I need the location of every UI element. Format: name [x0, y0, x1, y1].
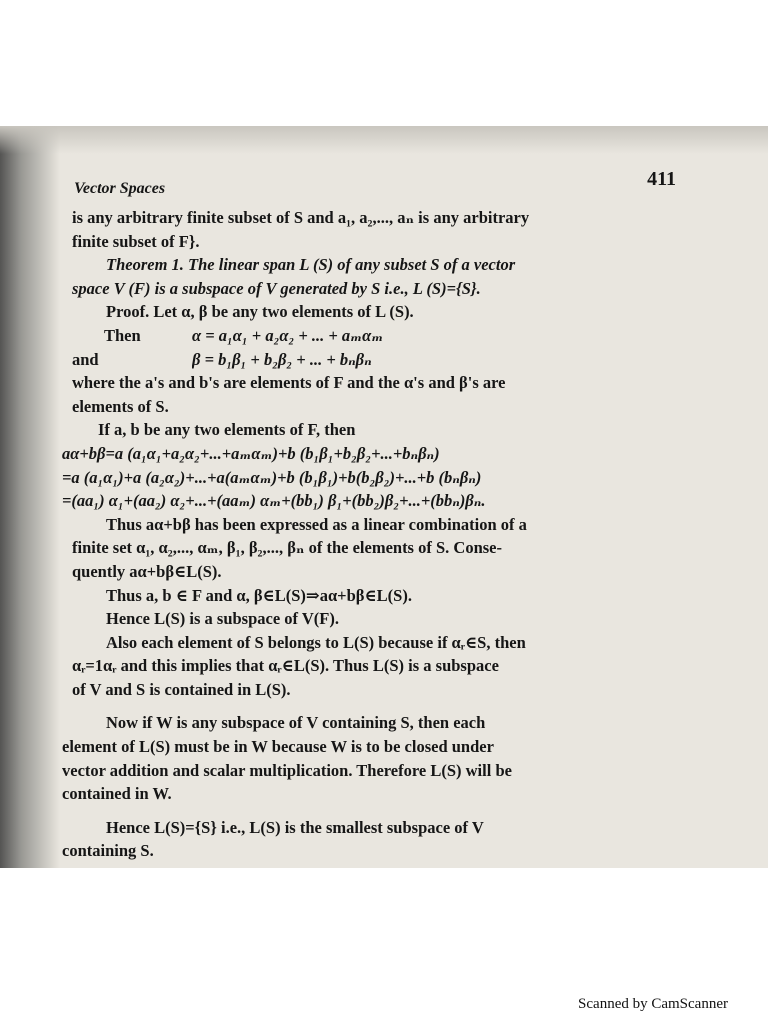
equation-row [62, 324, 710, 348]
equation: =(aa₁) α₁+(aa₂) α₂+...+(aaₘ) αₘ+(bb₁) β₁+(bb₂)β₂+...+(bbₙ)βₙ. [62, 491, 486, 511]
text-line: Hence L(S) is a subspace of V(F). [106, 609, 339, 629]
equation-label: and [72, 349, 99, 369]
equation: β = b₁β₁ + b₂β₂ + ... + bₙβₙ [192, 349, 372, 369]
text-line: Thus aα+bβ has been expressed as a linear combination of a [106, 514, 527, 534]
equation-label: Then [104, 325, 141, 345]
text-line: quently aα+bβ∈L(S). [72, 561, 222, 581]
equation: α = a₁α₁ + a₂α₂ + ... + aₘαₘ [192, 325, 384, 345]
text-line: contained in W. [62, 784, 172, 804]
running-header-title: Vector Spaces [74, 180, 166, 197]
equation-row [62, 348, 710, 372]
text-line: Hence L(S)={S} i.e., L(S) is the smallest subspace of V [106, 817, 484, 837]
text-line: is any arbitrary finite subset of S and a₁, a₂,..., aₙ is any arbitrary [72, 208, 530, 227]
proof-heading: Proof. Let α, β be any two elements of L (S). [106, 302, 414, 322]
page-number: 411 [647, 168, 676, 190]
text-line: elements of S. [72, 396, 169, 416]
text-line: finite subset of F}. [72, 231, 200, 251]
text-line: Also each element of S belongs to L(S) because if αᵣ∈S, then [106, 632, 526, 652]
scan-noise-band [0, 126, 768, 154]
page-text [62, 168, 710, 863]
scanner-credit: Scanned by CamScanner [578, 996, 728, 1012]
page-edge-shadow [0, 126, 60, 868]
running-header [74, 168, 710, 206]
text-line: finite set α₁, α₂,..., αₘ, β₁, β₂,..., βₙ of the elements of S. Conse- [72, 538, 502, 558]
text-line: element of L(S) must be in W because W is to be closed under [62, 737, 494, 757]
equation: aα+bβ=a (a₁α₁+a₂α₂+...+aₘαₘ)+b (b₁β₁+b₂β₂+...+bₙβₙ) [62, 443, 440, 463]
equation: =a (a₁α₁)+a (a₂α₂)+...+a(aₘαₘ)+b (b₁β₁)+b(b₂β₂)+...+b (bₙβₙ) [62, 467, 482, 487]
text-line: If a, b be any two elements of F, then [98, 420, 356, 440]
theorem-statement: space V (F) is a subspace of V generated by S i.e., L (S)={S}. [72, 278, 481, 298]
scanned-page [0, 126, 768, 868]
text-line: containing S. [62, 841, 154, 861]
text-line: Thus a, b ∈ F and α, β∈L(S)⇒aα+bβ∈L(S). [106, 585, 412, 605]
text-line: where the a's and b's are elements of F and the α's and β's are [72, 373, 506, 393]
text-line: of V and S is contained in L(S). [72, 679, 291, 699]
paragraph-gap [62, 806, 710, 816]
paragraph-gap [62, 701, 710, 711]
text-line: vector addition and scalar multiplication. Therefore L(S) will be [62, 760, 512, 780]
text-line: αᵣ=1αᵣ and this implies that αᵣ∈L(S). Thus L(S) is a subspace [72, 656, 499, 676]
text-line: Now if W is any subspace of V containing S, then each [106, 713, 486, 733]
theorem-statement: Theorem 1. The linear span L (S) of any subset S of a vector [106, 255, 516, 275]
